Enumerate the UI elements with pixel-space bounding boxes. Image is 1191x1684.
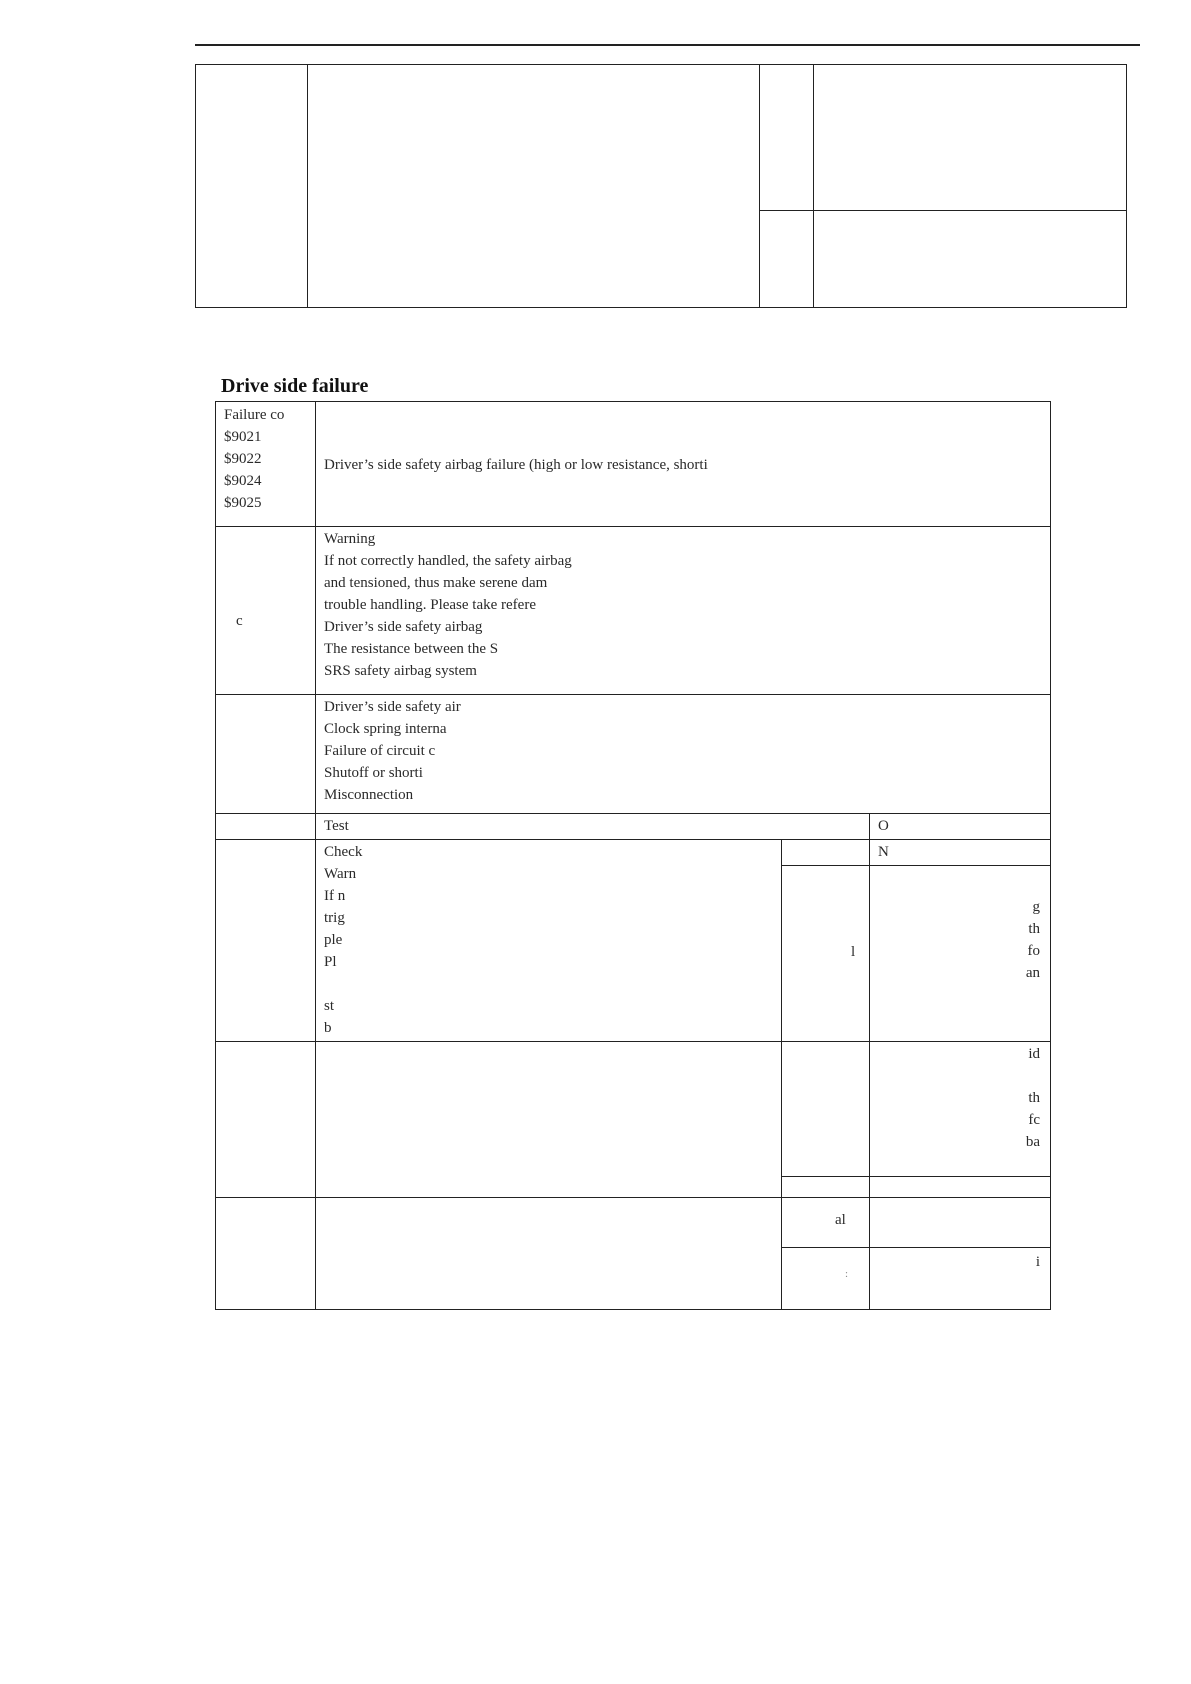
table-border-right: [1050, 401, 1051, 1310]
row-rule: [215, 694, 1051, 695]
step1-line: b: [324, 1020, 332, 1036]
diagnostic-table: [215, 401, 1051, 1310]
step1-line: Check: [324, 844, 363, 860]
table-border-left: [215, 401, 216, 1310]
cause-line: Shutoff or shorti: [324, 765, 423, 781]
step1-line: st: [324, 998, 335, 1014]
step3-right-bottom: i: [1035, 1254, 1040, 1270]
warning-line: If not correctly handled, the safety airbag: [324, 553, 572, 569]
failure-code: $9025: [224, 495, 262, 511]
step2-inner-rule: [781, 1176, 1051, 1177]
row-rule: [215, 1197, 1051, 1198]
test-header-divider: [869, 813, 870, 839]
step3-inner-rule: [781, 1247, 1051, 1248]
page-header-rule: [195, 44, 1140, 46]
step1-inner-rule: [781, 865, 1051, 866]
section-title: Drive side failure: [221, 375, 369, 397]
step2-right-fragment: id: [1028, 1046, 1040, 1062]
step1-mid-fragment: l: [851, 944, 856, 960]
step1-line: Warn: [324, 866, 357, 882]
step1-line: If n: [324, 888, 346, 904]
warning-line: Driver’s side safety airbag: [324, 619, 483, 635]
continued-table-divider: [759, 65, 760, 307]
warning-line: and tensioned, thus make serene dam: [324, 575, 548, 591]
warning-row-label: c: [236, 613, 243, 629]
failure-description: Driver’s side safety airbag failure (high or low resistance, shorti: [324, 457, 708, 473]
row-rule: [215, 839, 1051, 840]
failure-code: $9021: [224, 429, 262, 445]
label-column-divider: [315, 401, 316, 1310]
action-column-divider: [869, 839, 870, 1310]
step2-right-fragment: th: [1028, 1090, 1040, 1106]
failure-code: $9024: [224, 473, 262, 489]
failure-code-label: Failure co: [224, 407, 285, 423]
row-rule: [215, 1041, 1051, 1042]
step3-mid-top: al: [835, 1212, 846, 1228]
cause-line: Clock spring interna: [324, 721, 447, 737]
warning-line: SRS safety airbag system: [324, 663, 477, 679]
step1-line: trig: [324, 910, 345, 926]
step1-line: Pl: [324, 954, 337, 970]
step1-line: ple: [324, 932, 343, 948]
test-header-right: O: [878, 818, 889, 834]
cause-line: Driver’s side safety air: [324, 699, 461, 715]
step3-mid-bottom: :: [845, 1268, 849, 1280]
step2-right-fragment: fc: [1028, 1112, 1040, 1128]
step1-right-fragment: an: [1025, 965, 1040, 981]
table-border-bottom: [215, 1309, 1051, 1310]
result-column-divider: [781, 839, 782, 1310]
continued-table-row-rule: [759, 210, 1126, 211]
step1-right-fragment: fo: [1027, 943, 1040, 959]
warning-line: The resistance between the S: [324, 641, 499, 657]
step2-right-fragment: ba: [1025, 1134, 1040, 1150]
cause-line: Misconnection: [324, 787, 414, 803]
warning-line: Warning: [324, 531, 376, 547]
row-rule: [215, 526, 1051, 527]
test-header-label: Test: [324, 818, 349, 834]
warning-line: trouble handling. Please take refere: [324, 597, 536, 613]
continued-table: [195, 64, 1127, 308]
continued-table-divider: [307, 65, 308, 307]
step1-right-fragment: g: [1032, 899, 1040, 915]
step1-right-fragment: th: [1028, 921, 1040, 937]
step1-result-top: N: [878, 844, 889, 860]
cause-line: Failure of circuit c: [324, 743, 436, 759]
table-border-top: [215, 401, 1051, 402]
failure-code: $9022: [224, 451, 262, 467]
continued-table-divider: [813, 65, 814, 307]
row-rule: [215, 813, 1051, 814]
